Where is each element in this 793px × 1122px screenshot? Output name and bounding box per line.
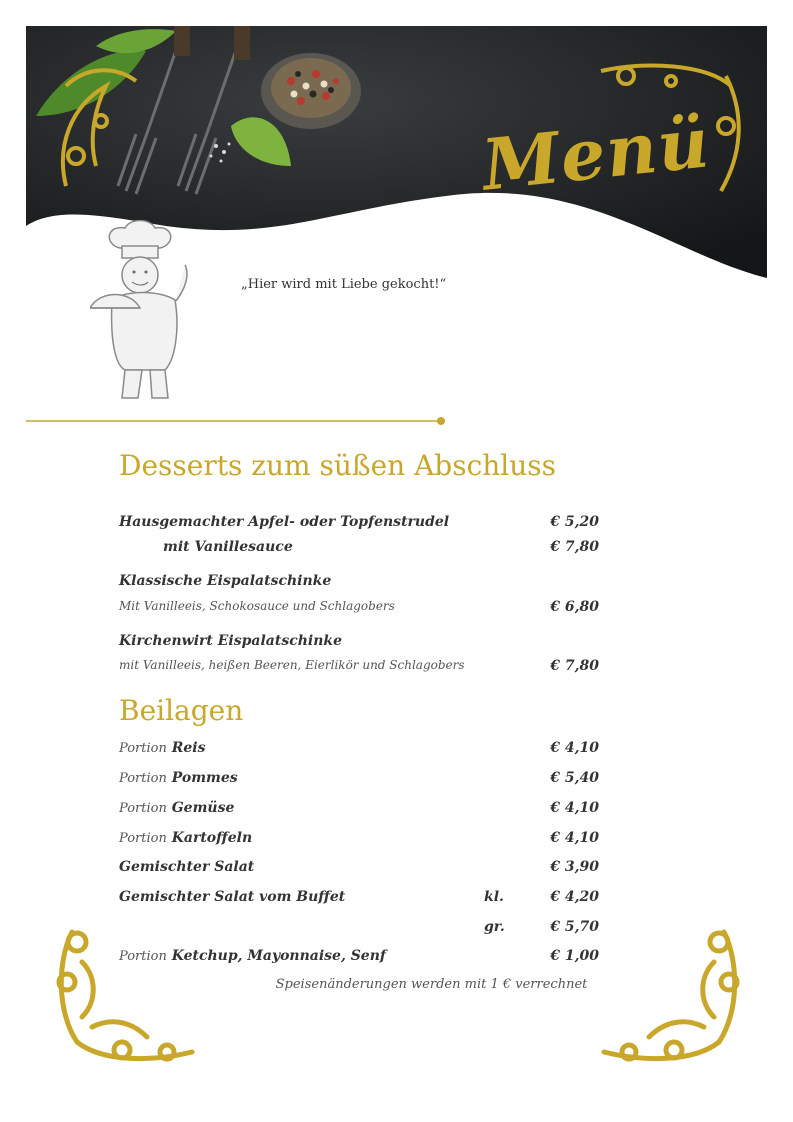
footnote: Speisenänderungen werden mit 1 € verrechnet bbox=[275, 977, 588, 992]
item-name: Ketchup, Mayonnaise, Senf bbox=[171, 948, 386, 964]
item-prefix: Portion bbox=[119, 831, 167, 846]
item-price: € 5,20 bbox=[550, 514, 599, 530]
menu-item bbox=[119, 740, 599, 762]
item-price: € 7,80 bbox=[550, 539, 599, 555]
desserts-heading: Desserts zum süßen Abschluss bbox=[119, 449, 557, 482]
item-prefix: Portion bbox=[119, 949, 167, 964]
item-name: Gemischter Salat vom Buffet bbox=[119, 889, 346, 905]
item-name: Reis bbox=[171, 740, 206, 756]
chef-illustration bbox=[90, 220, 220, 410]
menu-item bbox=[119, 889, 599, 911]
item-name: mit Vanillesauce bbox=[163, 539, 293, 555]
tagline-quote: „Hier wird mit Liebe gekocht!“ bbox=[241, 277, 447, 292]
item-price: € 6,80 bbox=[550, 599, 599, 615]
item-prefix: Portion bbox=[119, 771, 167, 786]
item-name: Hausgemachter Apfel- oder Topfenstrudel bbox=[119, 514, 450, 530]
item-size: gr. bbox=[484, 919, 505, 935]
menu-item bbox=[119, 830, 599, 852]
item-prefix: Portion bbox=[119, 741, 167, 756]
item-price: € 4,20 bbox=[550, 889, 599, 905]
menu-item-description bbox=[119, 658, 599, 680]
menu-item-description bbox=[119, 599, 599, 621]
item-price: € 3,90 bbox=[550, 859, 599, 875]
item-size: kl. bbox=[484, 889, 504, 905]
item-name: Pommes bbox=[171, 770, 238, 786]
item-name: Klassische Eispalatschinke bbox=[119, 573, 332, 589]
item-price: € 7,80 bbox=[550, 658, 599, 674]
beilagen-heading: Beilagen bbox=[119, 694, 244, 727]
item-price: € 5,70 bbox=[550, 919, 599, 935]
item-price: € 4,10 bbox=[550, 740, 599, 756]
item-price: € 5,40 bbox=[550, 770, 599, 786]
item-prefix: Portion bbox=[119, 801, 167, 816]
section-divider bbox=[26, 415, 446, 427]
ornament-icon bbox=[594, 922, 744, 1067]
menu-title: Menü bbox=[478, 100, 714, 207]
menu-item bbox=[119, 770, 599, 792]
item-price: € 4,10 bbox=[550, 800, 599, 816]
item-name: Gemüse bbox=[171, 800, 235, 816]
menu-item bbox=[119, 539, 599, 561]
menu-item bbox=[119, 633, 599, 655]
item-price: € 1,00 bbox=[550, 948, 599, 964]
menu-item bbox=[119, 859, 599, 881]
menu-item bbox=[119, 573, 599, 595]
item-description: Mit Vanilleeis, Schokosauce und Schlagobers bbox=[119, 599, 395, 613]
menu-item bbox=[119, 514, 599, 536]
menu-item bbox=[119, 800, 599, 822]
ornament-icon bbox=[52, 922, 202, 1067]
item-price: € 4,10 bbox=[550, 830, 599, 846]
item-description: mit Vanilleeis, heißen Beeren, Eierlikör und Schlagobers bbox=[119, 658, 465, 672]
item-name: Kartoffeln bbox=[171, 830, 253, 846]
item-name: Kirchenwirt Eispalatschinke bbox=[119, 633, 343, 649]
item-name: Gemischter Salat bbox=[119, 859, 255, 875]
